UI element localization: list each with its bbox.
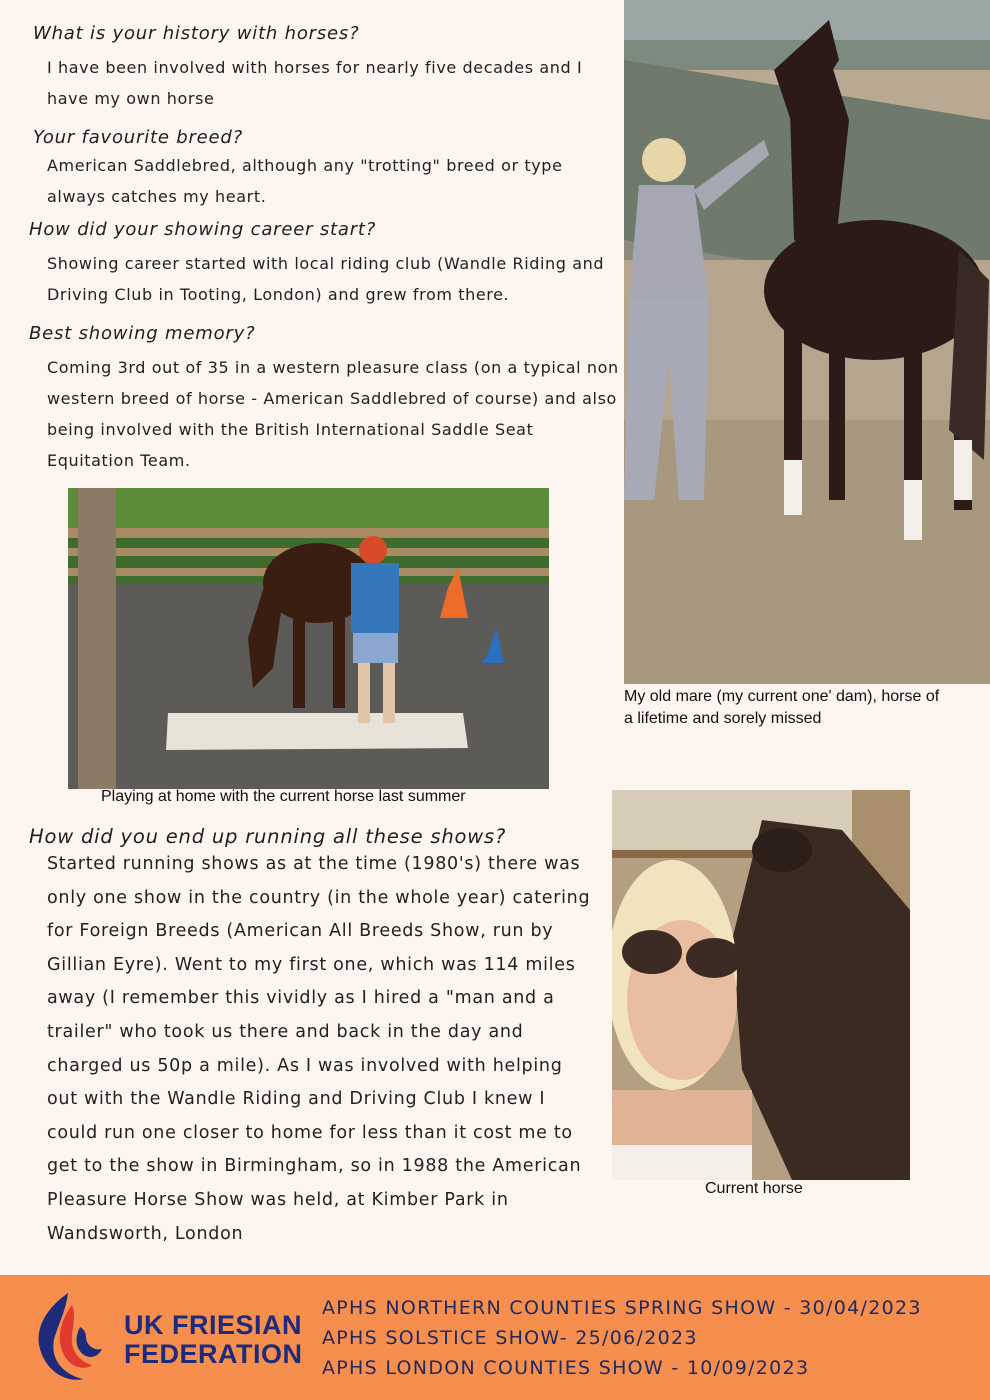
answer-running-shows: [47, 848, 590, 1251]
question-running-shows: How did you end up running all these shows?: [29, 825, 507, 848]
answer-line: Pleasure Horse Show was held, at Kimber Park in: [47, 1189, 509, 1210]
answer-line: Showing career started with local riding club (Wandle Riding and: [47, 254, 605, 273]
old-mare-caption: [624, 686, 939, 730]
caption-line: a lifetime and sorely missed: [624, 710, 822, 727]
answer-showing-career: [47, 248, 604, 310]
answer-line: for Foreign Breeds (American All Breeds Show, run by: [47, 921, 554, 942]
answer-line: away (I remember this vividly as I hired a "man and a: [47, 988, 555, 1009]
uk-friesian-flame-logo-icon: [28, 1287, 108, 1387]
upcoming-shows-list: [322, 1293, 922, 1383]
answer-line: have my own horse: [47, 89, 215, 108]
answer-line: Driving Club in Tooting, London) and grew from there.: [47, 285, 510, 304]
answer-line: out with the Wandle Riding and Driving Club I knew I: [47, 1089, 546, 1110]
question-showing-career: How did your showing career start?: [29, 219, 377, 240]
current-horse-photo: [612, 790, 910, 1180]
current-horse-caption: Current horse: [705, 1180, 803, 1197]
old-mare-photo: [624, 0, 990, 684]
footer-band: [0, 1275, 990, 1400]
answer-line: always catches my heart.: [47, 187, 267, 206]
show-item: APHS LONDON COUNTIES SHOW - 10/09/2023: [322, 1357, 810, 1379]
answer-line: trailer" who took us there and back in the day and: [47, 1021, 524, 1042]
answer-line: being involved with the British International Saddle Seat: [47, 420, 534, 439]
answer-line: Started running shows as at the time (1980's) there was: [47, 854, 581, 874]
show-item: APHS NORTHERN COUNTIES SPRING SHOW - 30/04/2023: [322, 1297, 922, 1319]
answer-line: Gillian Eyre). Went to my first one, which was 114 miles: [47, 954, 576, 975]
answer-line: only one show in the country (in the whole year) catering: [47, 887, 591, 908]
answer-line: I have been involved with horses for nearly five decades and I: [47, 58, 583, 77]
answer-line: Coming 3rd out of 35 in a western pleasure class (on a typical non: [47, 358, 619, 377]
answer-line: western breed of horse - American Saddlebred of course) and also: [47, 389, 617, 408]
answer-line: Wandsworth, London: [47, 1223, 244, 1244]
answer-best-memory: [47, 352, 619, 476]
org-line: UK FRIESIAN: [124, 1310, 303, 1340]
organization-name: [124, 1311, 303, 1369]
show-item: APHS SOLSTICE SHOW- 25/06/2023: [322, 1327, 698, 1349]
org-line: FEDERATION: [124, 1339, 303, 1369]
answer-history: [47, 52, 582, 114]
caption-line: My old mare (my current one' dam), horse of: [624, 688, 940, 705]
question-favourite-breed: Your favourite breed?: [33, 127, 244, 148]
question-best-memory: Best showing memory?: [29, 323, 256, 344]
answer-line: charged us 50p a mile). As I was involved with helping: [47, 1055, 563, 1076]
answer-line: get to the show in Birmingham, so in 1988 the American: [47, 1156, 582, 1177]
playing-at-home-caption: Playing at home with the current horse last summer: [101, 788, 466, 805]
playing-at-home-photo: [68, 488, 549, 789]
answer-line: American Saddlebred, although any "trotting" breed or type: [47, 156, 563, 175]
answer-line: could run one closer to home for less than it cost me to: [47, 1122, 573, 1143]
answer-favourite-breed: [47, 150, 563, 212]
answer-line: Equitation Team.: [47, 451, 191, 470]
question-history: What is your history with horses?: [33, 23, 360, 44]
